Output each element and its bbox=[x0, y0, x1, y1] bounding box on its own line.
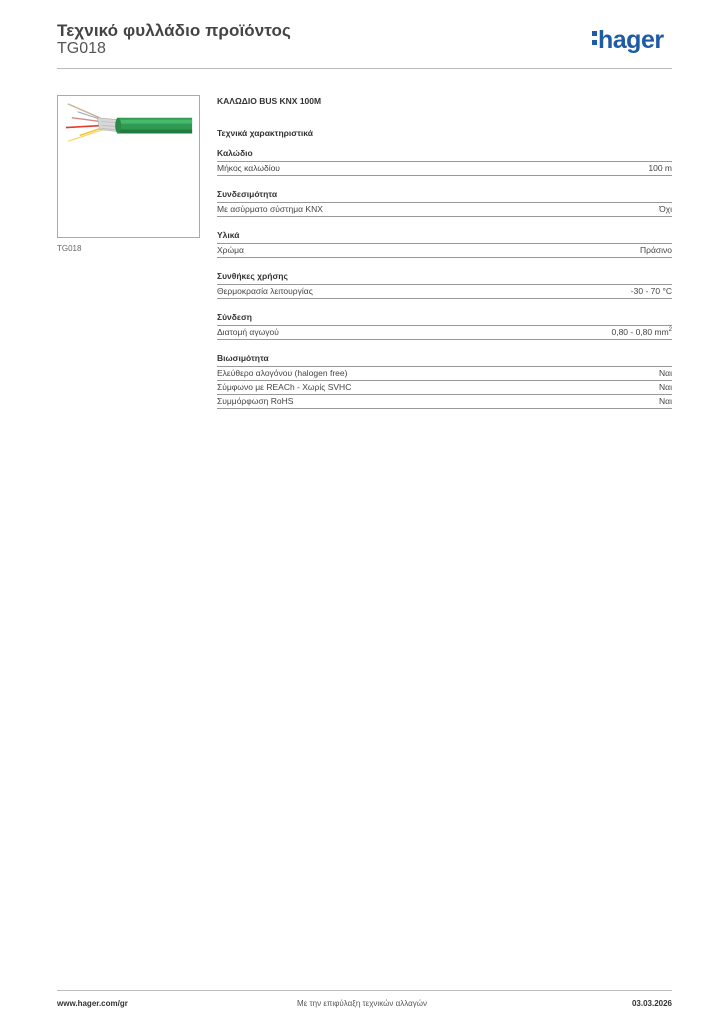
spec-label: Ελεύθερο αλογόνου (halogen free) bbox=[217, 368, 348, 378]
spec-label: Με ασύρματο σύστημα KNX bbox=[217, 204, 323, 214]
group-title: Υλικά bbox=[217, 230, 672, 244]
spec-label: Διατομή αγωγού bbox=[217, 327, 279, 337]
spec-row bbox=[217, 381, 672, 395]
spec-group-cable bbox=[217, 148, 672, 176]
spec-group-sustainability bbox=[217, 353, 672, 409]
spec-value: Ναι bbox=[659, 368, 672, 378]
document-title: Τεχνικό φυλλάδιο προϊόντος bbox=[57, 21, 291, 40]
section-title: Τεχνικά χαρακτηριστικά bbox=[217, 128, 313, 138]
product-image bbox=[57, 95, 200, 238]
spec-label: Χρώμα bbox=[217, 245, 244, 255]
spec-row bbox=[217, 285, 672, 299]
cable-illustration bbox=[58, 96, 199, 237]
footer-divider bbox=[57, 990, 672, 991]
spec-value: Όχι bbox=[659, 204, 672, 214]
spec-group-connectivity bbox=[217, 189, 672, 217]
footer-disclaimer: Με την επιφύλαξη τεχνικών αλλαγών bbox=[297, 999, 427, 1008]
spec-label: Σύμφωνο με REACh - Χωρίς SVHC bbox=[217, 382, 352, 392]
spec-value bbox=[611, 327, 672, 337]
spec-value: 100 m bbox=[648, 163, 672, 173]
footer-date: 03.03.2026 bbox=[631, 999, 672, 1008]
spec-row bbox=[217, 244, 672, 258]
spec-value: Ναι bbox=[659, 396, 672, 406]
group-title: Καλώδιο bbox=[217, 148, 672, 162]
spec-value: -30 - 70 °C bbox=[630, 286, 672, 296]
logo-colon-icon bbox=[592, 31, 597, 45]
spec-value: Πράσινο bbox=[640, 245, 672, 255]
spec-row bbox=[217, 326, 672, 340]
spec-group-materials bbox=[217, 230, 672, 258]
spec-label: Μήκος καλωδίου bbox=[217, 163, 280, 173]
spec-value-superscript: 2 bbox=[668, 327, 672, 334]
image-caption: TG018 bbox=[57, 244, 82, 253]
spec-label: Συμμόρφωση RoHS bbox=[217, 396, 294, 406]
spec-row bbox=[217, 395, 672, 409]
header-divider bbox=[57, 68, 672, 69]
spec-content bbox=[217, 96, 672, 409]
product-code: TG018 bbox=[57, 40, 106, 57]
product-title: ΚΑΛΩΔΙΟ BUS KNX 100M bbox=[217, 96, 322, 106]
group-title: Συνδεσιμότητα bbox=[217, 189, 672, 203]
spec-row bbox=[217, 203, 672, 217]
spec-group-conditions bbox=[217, 271, 672, 299]
group-title: Συνθήκες χρήσης bbox=[217, 271, 672, 285]
spec-group-connection bbox=[217, 312, 672, 340]
spec-row bbox=[217, 162, 672, 176]
spec-value-text: 0,80 - 0,80 mm bbox=[611, 327, 669, 337]
spec-value: Ναι bbox=[659, 382, 672, 392]
hager-logo[interactable] bbox=[592, 28, 664, 53]
group-title: Σύνδεση bbox=[217, 312, 672, 326]
footer-website-link[interactable]: www.hager.com/gr bbox=[57, 999, 128, 1008]
group-title: Βιωσιμότητα bbox=[217, 353, 672, 367]
spec-label: Θερμοκρασία λειτουργίας bbox=[217, 286, 313, 296]
spec-row bbox=[217, 367, 672, 381]
logo-text: hager bbox=[598, 26, 664, 54]
